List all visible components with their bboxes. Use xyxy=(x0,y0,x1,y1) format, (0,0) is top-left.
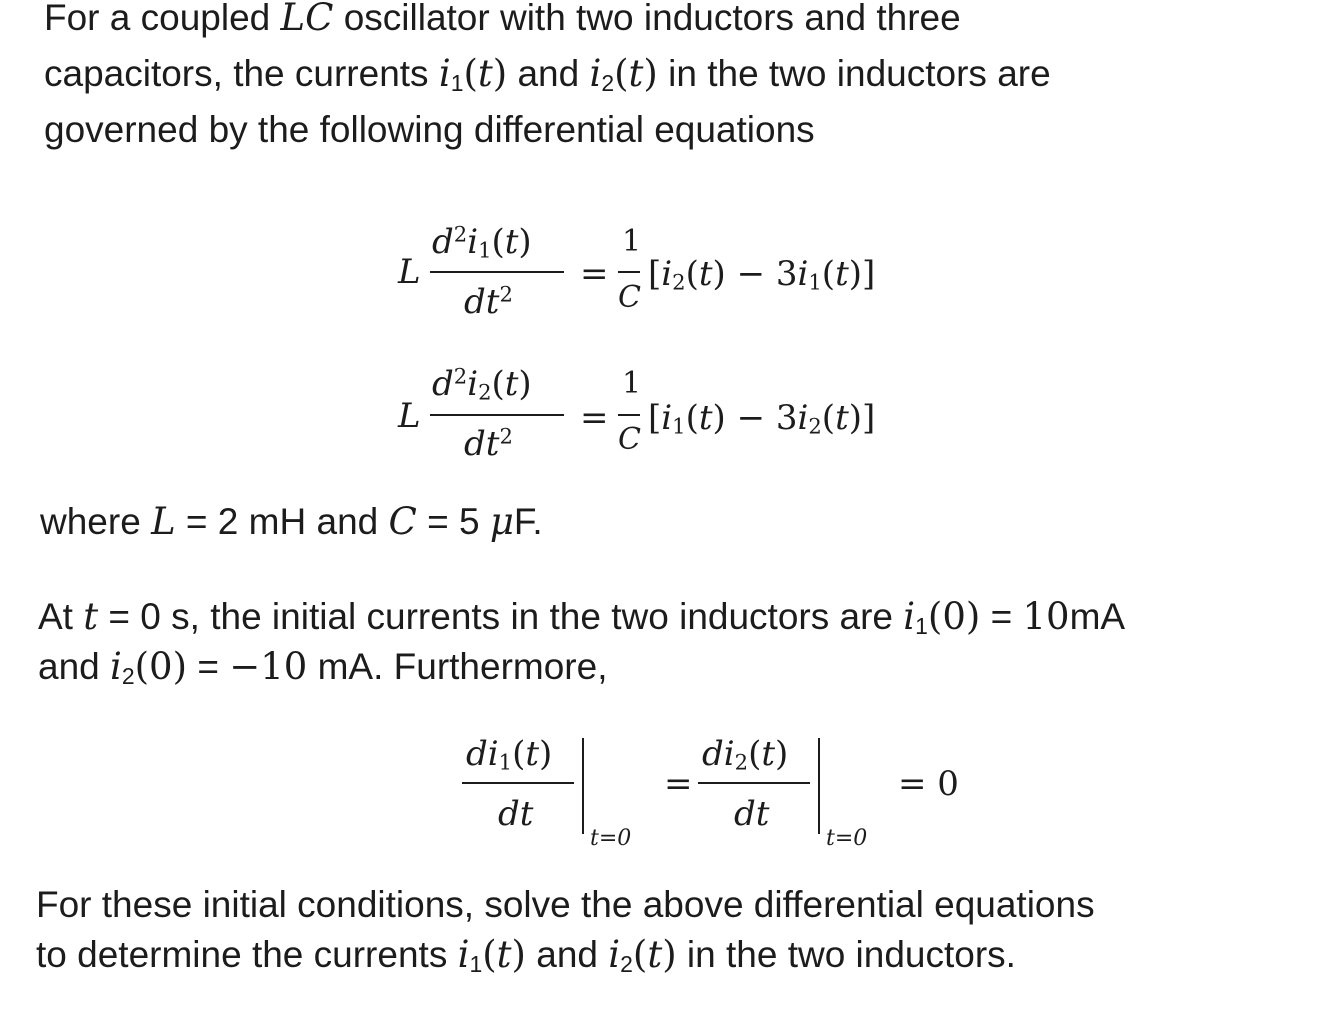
initial-currents-text: At t = 0 s, the initial currents in the two inductors are $i_1(0) = 10mA$ and $i_2(0) = -10$ mA. Furthermore, xyxy=(38,595,1126,690)
task-text: For these initial conditions, solve the above differential equations to determine the currents $i_1(t)$ and $i_2(t)$ in the two inductors. xyxy=(36,884,1095,978)
intro-paragraph: For a coupled LC oscillator with two inductors and three capacitors, the currents $i_1(t)$ and $i_2(t)$ in the two inductors are governed by the following differential equations xyxy=(44,0,1051,150)
parameters-text: where L = 2 mH and C = 5 μF. xyxy=(40,500,543,543)
